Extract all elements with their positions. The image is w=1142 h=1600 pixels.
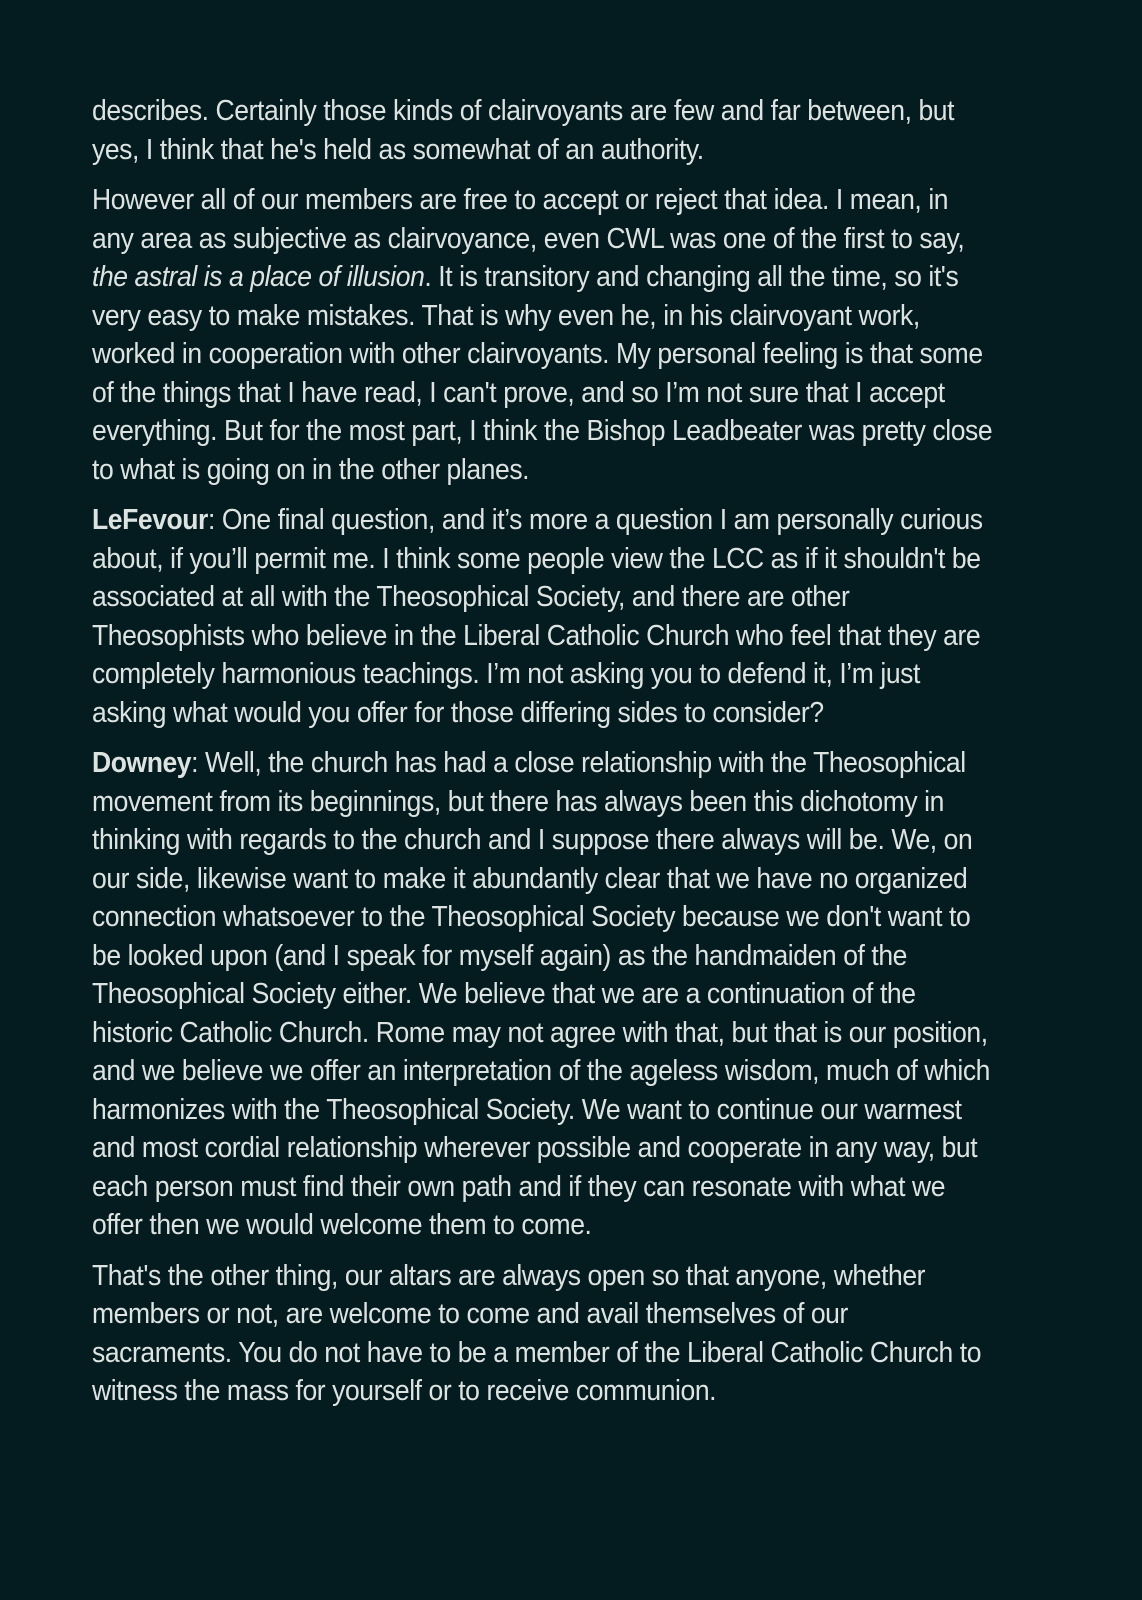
speaker-name: Downey xyxy=(92,747,192,779)
paragraph-text: describes. Certainly those kinds of clairvoyants are few and far between, but yes, I think that he's held as somewhat of an authority. xyxy=(92,95,955,166)
document-page xyxy=(92,92,994,1423)
paragraph-5 xyxy=(92,1257,994,1411)
paragraph-1 xyxy=(92,92,994,169)
italic-quote: the astral is a place of illusion xyxy=(92,261,425,293)
paragraph-3 xyxy=(92,501,994,732)
speaker-name: LeFevour xyxy=(92,504,208,536)
paragraph-4 xyxy=(92,744,994,1245)
paragraph-text: : Well, the church has had a close relationship with the Theosophical movement from its beginnings, but there has always been this dichotomy in thinking with regards to the church and I suppose there always will be. We, on our side, likewise want to make it abundantly clear that we have no organized connection whatsoever to the Theosophical Society because we don't want to be looked upon (and I speak for myself again) as the handmaiden of the Theosophical Society either. We believe that we are a continuation of the historic Catholic Church. Rome may not agree with that, but that is our position, and we believe we offer an interpretation of the ageless wisdom, much of which harmonizes with the Theosophical Society. We want to continue our warmest and most cordial relationship wherever possible and cooperate in any way, but each person must find their own path and if they can resonate with what we offer then we would welcome them to come. xyxy=(92,747,991,1241)
paragraph-text: That's the other thing, our altars are always open so that anyone, whether members or not, are welcome to come and avail themselves of our sacraments. You do not have to be a member of the Liberal Catholic Church to witness the mass for yourself or to receive communion. xyxy=(92,1259,982,1407)
paragraph-text: However all of our members are free to accept or reject that idea. I mean, in any area as subjective as clairvoyance, even CWL was one of the first to say, xyxy=(92,184,965,255)
paragraph-text: . It is transitory and changing all the time, so it's very easy to make mistakes. That is why even he, in his clairvoyant work, worked in cooperation with other clairvoyants. My personal feeling is that some of the things that I have read, I can't prove, and so I’m not sure that I accept everything. But for the most part, I think the Bishop Leadbeater was pretty close to what is going on in the other planes. xyxy=(92,261,993,486)
paragraph-2 xyxy=(92,181,994,489)
paragraph-text: : One final question, and it’s more a question I am personally curious about, if you’ll permit me. I think some people view the LCC as if it shouldn't be associated at all with the Theosophical Society, and there are other Theosophists who believe in the Liberal Catholic Church who feel that they are completely harmonious teachings. I’m not asking you to defend it, I’m just asking what would you offer for those differing sides to consider? xyxy=(92,504,983,729)
